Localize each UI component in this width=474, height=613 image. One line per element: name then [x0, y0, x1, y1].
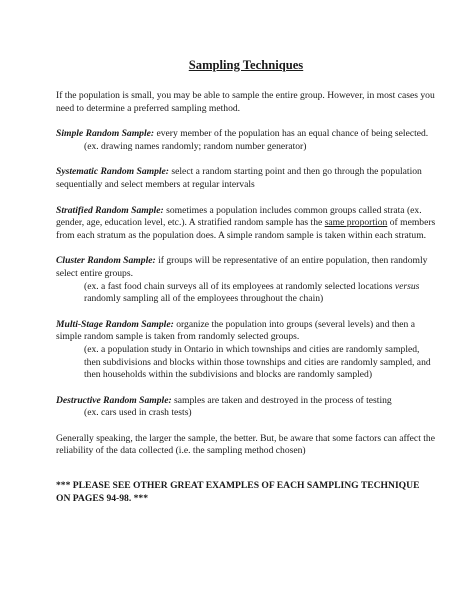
cluster-definition: if groups will be representative of an entire population, then randomly select entire groups.	[56, 255, 428, 279]
stratified-term: Stratified Random Sample:	[56, 204, 164, 216]
examples-note: *** PLEASE SEE OTHER GREAT EXAMPLES OF EACH SAMPLING TECHNIQUE ON PAGES 94-98. ***	[56, 480, 420, 504]
cluster-example-versus: versus	[394, 280, 420, 292]
systematic-random-sample-paragraph	[56, 166, 436, 191]
simple-random-sample-paragraph	[56, 128, 436, 153]
systematic-term: Systematic Random Sample:	[56, 166, 169, 178]
simple-term: Simple Random Sample:	[56, 128, 155, 140]
stratified-definition-part2: of members from each stratum as the population does. A simple random sample is taken within each stratum.	[56, 217, 436, 241]
destructive-definition: samples are taken and destroyed in the process of testing	[171, 394, 392, 406]
cluster-example-part2: randomly sampling all of the employees throughout the chain)	[84, 293, 324, 305]
multistage-term: Multi-Stage Random Sample:	[56, 318, 174, 330]
cluster-example	[56, 281, 436, 306]
destructive-random-sample-paragraph	[56, 395, 436, 420]
cluster-random-sample-paragraph	[56, 255, 436, 305]
multistage-definition: organize the population into groups (several levels) and then a simple random sample is taken from randomly selected groups.	[56, 318, 416, 343]
simple-definition: every member of the population has an equal chance of being selected.	[154, 128, 429, 140]
intro-paragraph: If the population is small, you may be able to sample the entire group. However, in most cases you need to determine a preferred sampling method.	[56, 90, 435, 114]
document-page	[56, 58, 436, 518]
stratified-underlined-phrase: same proportion	[324, 217, 388, 229]
systematic-definition: select a random starting point and then go through the population sequentially and select members at regular intervals	[56, 166, 422, 190]
cluster-term: Cluster Random Sample:	[56, 255, 156, 267]
multistage-example: (ex. a population study in Ontario in which townships and cities are randomly sampled, then subdivisions and blocks within those townships and cities are randomly sampled, and then households within the subdivisions and blocks are randomly sampled)	[84, 343, 431, 381]
destructive-term: Destructive Random Sample:	[56, 394, 172, 406]
stratified-definition-part1: sometimes a population includes common groups called strata (ex. gender, age, education level, etc.). A stratified random sample has the	[56, 204, 422, 229]
cluster-example-part1: (ex. a fast food chain surveys all of its employees at randomly selected locations	[84, 280, 395, 292]
multistage-random-sample-paragraph	[56, 319, 436, 382]
closing-paragraph: Generally speaking, the larger the sample, the better. But, be aware that some factors can affect the reliability of the data collected (i.e. the sampling method chosen)	[56, 432, 435, 457]
stratified-random-sample-paragraph	[56, 205, 436, 243]
simple-example: (ex. drawing names randomly; random number generator)	[84, 140, 307, 152]
page-title: Sampling Techniques	[188, 58, 304, 72]
destructive-example: (ex. cars used in crash tests)	[84, 407, 192, 419]
